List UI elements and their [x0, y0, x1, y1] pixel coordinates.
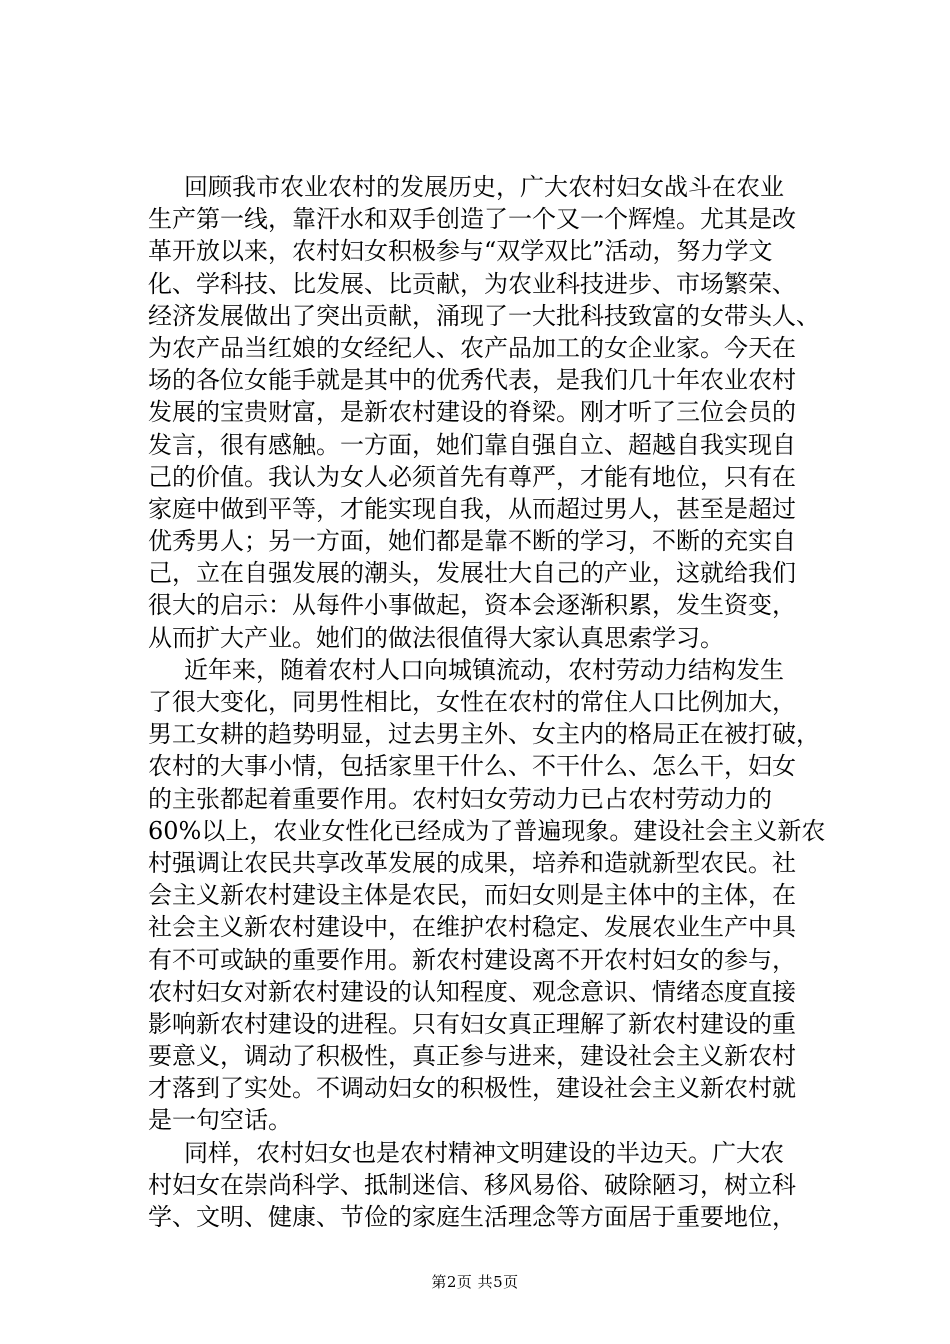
text-line: 为农产品当红娘的女经纪人、农产品加工的女企业家。今天在 [148, 333, 796, 362]
text-line: 村妇女在崇尚科学、抵制迷信、移风易俗、破除陋习，树立科 [148, 1170, 796, 1199]
text-line: 村强调让农民共享改革发展的成果，培养和造就新型农民。社 [148, 848, 796, 877]
text-line: 才落到了实处。不调动妇女的积极性，建设社会主义新农村就 [148, 1074, 796, 1103]
text-line: 近年来，随着农村人口向城镇流动，农村劳动力结构发生 [184, 655, 784, 684]
text-line: 会主义新农村建设主体是农民，而妇女则是主体中的主体，在 [148, 881, 796, 910]
text-line: 回顾我市农业农村的发展历史，广大农村妇女战斗在农业 [184, 173, 784, 201]
text-line: 农村的大事小情，包括家里干什么、不干什么、怎么干，妇女 [148, 752, 796, 781]
text-line: 从而扩大产业。她们的做法很值得大家认真思索学习。 [148, 623, 724, 652]
text-line: 革开放以来，农村妇女积极参与“双学双比”活动，努力学文 [148, 237, 773, 266]
text-line: 经济发展做出了突出贡献，涌现了一大批科技致富的女带头人、 [148, 301, 820, 330]
text-line: 同样，农村妇女也是农村精神文明建设的半边天。广大农 [184, 1138, 784, 1167]
text-line: 影响新农村建设的进程。只有妇女真正理解了新农村建设的重 [148, 1009, 796, 1038]
text-line: 学、文明、健康、节俭的家庭生活理念等方面居于重要地位， [148, 1203, 796, 1231]
text-line: 社会主义新农村建设中，在维护农村稳定、发展农业生产中具 [148, 913, 796, 942]
text-line: 了很大变化，同男性相比，女性在农村的常住人口比例加大， [148, 688, 796, 716]
text-line: 生产第一线，靠汗水和双手创造了一个又一个辉煌。尤其是改 [148, 205, 796, 234]
text-line: 男工女耕的趋势明显，过去男主外、女主内的格局正在被打破， [148, 720, 820, 749]
text-line: 化、学科技、比发展、比贡献，为农业科技进步、市场繁荣、 [148, 269, 796, 298]
text-line: 己，立在自强发展的潮头，发展壮大自己的产业，这就给我们 [148, 559, 796, 588]
text-line: 农村妇女对新农村建设的认知程度、观念意识、情绪态度直接 [148, 977, 796, 1006]
text-line: 很大的启示：从每件小事做起，资本会逐渐积累，发生资变， [148, 591, 796, 620]
text-line: 场的各位女能手就是其中的优秀代表，是我们几十年农业农村 [148, 366, 796, 395]
page-footer: 第2页 共5页 [431, 1273, 519, 1291]
text-line: 发言，很有感触。一方面，她们靠自强自立、超越自我实现自 [148, 430, 796, 459]
paragraph [148, 654, 832, 1137]
text-line: 的主张都起着重要作用。农村妇女劳动力已占农村劳动力的 [148, 784, 772, 813]
text-line: 是一句空话。 [148, 1106, 292, 1135]
document-body [148, 171, 832, 1233]
text-line: 发展的宝贵财富，是新农村建设的脊梁。刚才听了三位会员的 [148, 398, 796, 427]
paragraph [148, 1137, 832, 1234]
text-line: 有不可或缺的重要作用。新农村建设离不开农村妇女的参与， [148, 945, 796, 974]
paragraph [148, 171, 832, 654]
text-line: 60%以上，农业女性化已经成为了普遍现象。建设社会主义新农 [148, 816, 826, 845]
text-line: 家庭中做到平等，才能实现自我，从而超过男人，甚至是超过 [148, 494, 796, 523]
text-line: 己的价值。我认为女人必须首先有尊严，才能有地位，只有在 [148, 462, 796, 491]
text-line: 要意义，调动了积极性，真正参与进来，建设社会主义新农村 [148, 1042, 796, 1071]
text-line: 优秀男人；另一方面，她们都是靠不断的学习，不断的充实自 [148, 527, 796, 556]
